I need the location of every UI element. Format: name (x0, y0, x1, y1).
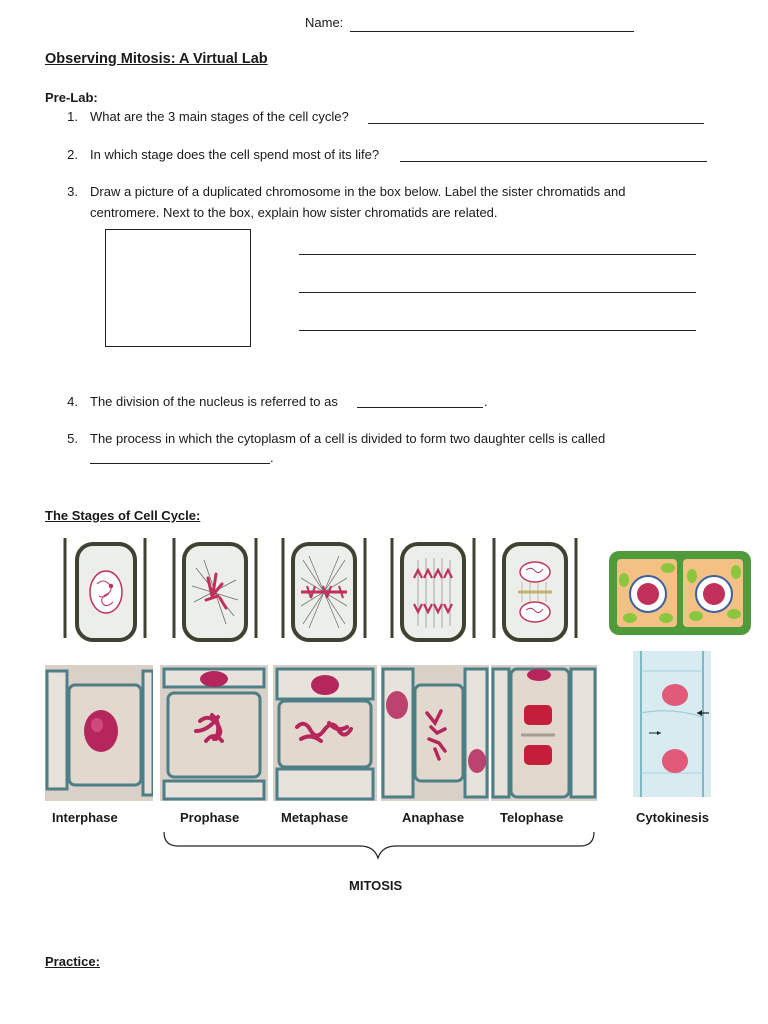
practice-heading: Practice: (45, 954, 100, 969)
metaphase-diagram (273, 538, 373, 650)
question-suffix: . (484, 394, 488, 409)
answer-line[interactable] (299, 292, 696, 293)
telophase-diagram (484, 538, 584, 650)
page-title: Observing Mitosis: A Virtual Lab (45, 51, 268, 67)
answer-line[interactable] (299, 330, 696, 331)
question-number: 4. (67, 394, 78, 409)
label-telophase: Telophase (500, 810, 564, 825)
answer-line[interactable] (368, 123, 704, 124)
drawing-box[interactable] (105, 229, 251, 347)
answer-line[interactable] (90, 463, 270, 464)
cytokinesis-micrograph (633, 651, 711, 797)
question-text: What are the 3 main stages of the cell cycle? (90, 109, 349, 124)
mitosis-label: MITOSIS (349, 878, 403, 893)
prophase-micrograph (160, 665, 268, 801)
answer-line[interactable] (357, 407, 483, 408)
question-text: The process in which the cytoplasm of a cell is divided to form two daughter cells is called (90, 431, 606, 446)
answer-line[interactable] (400, 161, 707, 162)
question-number: 3. (67, 184, 78, 199)
question-text: Draw a picture of a duplicated chromosome in the box below. Label the sister chromatids and (90, 184, 626, 199)
question-number: 1. (67, 109, 78, 124)
label-anaphase: Anaphase (402, 810, 465, 825)
label-metaphase: Metaphase (281, 810, 349, 825)
question-text: In which stage does the cell spend most of its life? (90, 147, 380, 162)
anaphase-micrograph (381, 665, 489, 801)
question-number: 2. (67, 147, 78, 162)
stages-heading: The Stages of Cell Cycle: (45, 508, 201, 523)
metaphase-micrograph (273, 665, 377, 801)
question-suffix: . (270, 450, 274, 465)
question-text: The division of the nucleus is referred to as (90, 394, 338, 409)
question-number: 5. (67, 431, 78, 446)
question-text-continued: centromere. Next to the box, explain how sister chromatids are related. (90, 205, 498, 220)
label-prophase: Prophase (180, 810, 240, 825)
anaphase-diagram (382, 538, 482, 650)
label-interphase: Interphase (52, 810, 118, 825)
telophase-micrograph (491, 665, 597, 801)
interphase-micrograph (45, 665, 153, 801)
mitosis-brace (160, 828, 600, 865)
answer-line[interactable] (299, 254, 696, 255)
name-label: Name: (305, 15, 344, 30)
interphase-diagram (55, 538, 155, 650)
name-line[interactable] (350, 31, 634, 32)
cytokinesis-diagram (606, 548, 754, 638)
prophase-diagram (164, 538, 264, 650)
label-cytokinesis: Cytokinesis (636, 810, 709, 825)
prelab-heading: Pre-Lab: (45, 90, 98, 105)
